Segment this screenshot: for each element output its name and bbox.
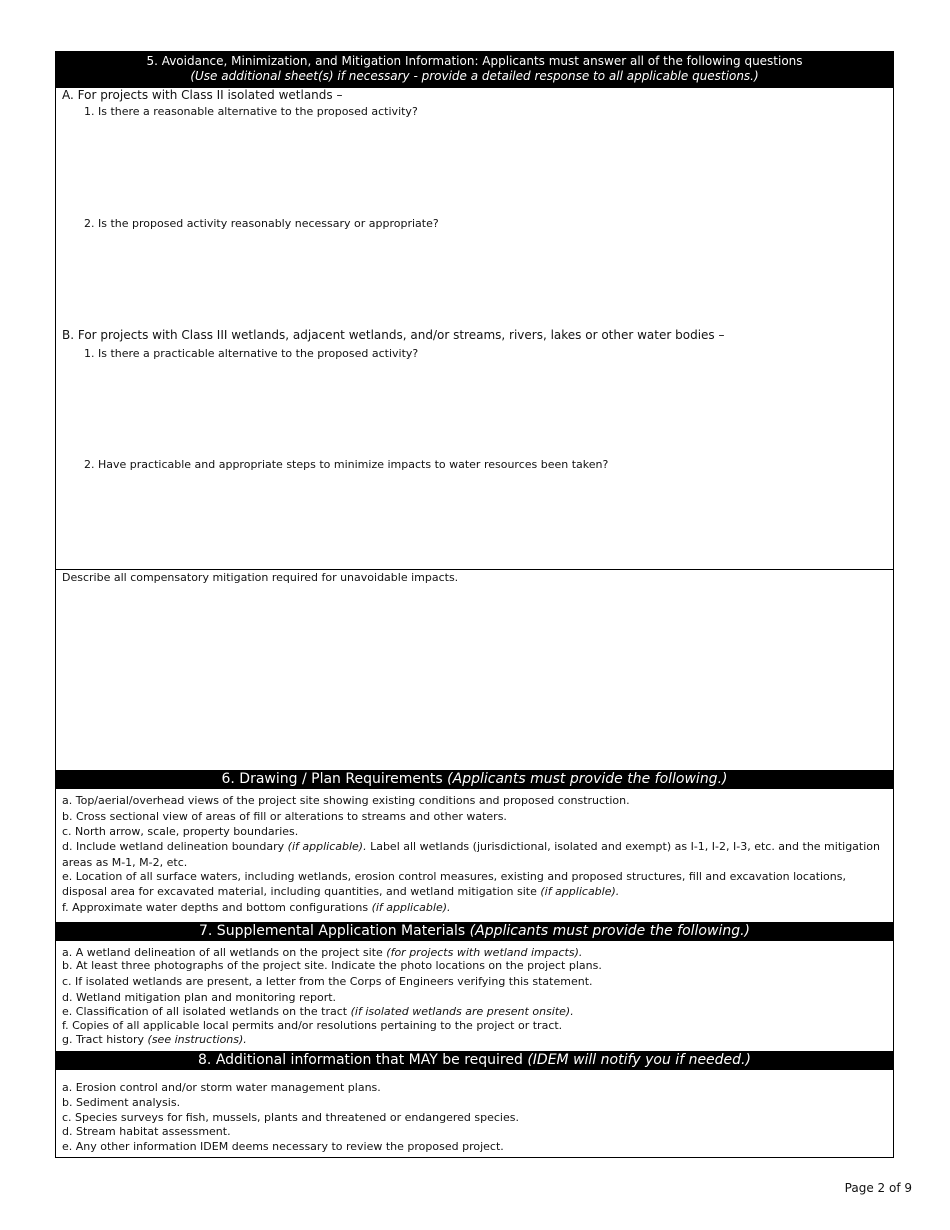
section7-item-b: b. At least three photographs of the project site. Indicate the photo locations on the project plans.	[62, 959, 602, 972]
section7-item-g-note: (see instructions).	[147, 1033, 247, 1046]
page-number: Page 2 of 9	[844, 1181, 912, 1195]
section6-item-e-text: e. Location of all surface waters, including wetlands, erosion control measures, existing and proposed structures, fill and excavation locations, disposal area for excavated material, including quantities, and wetland mitigation site	[62, 870, 846, 898]
section6-item-e	[62, 869, 882, 899]
section8-item-a: a. Erosion control and/or storm water management plans.	[62, 1081, 381, 1094]
section7-item-a-note: (for projects with wetland impacts).	[386, 946, 583, 959]
section7-item-a-text: a. A wetland delineation of all wetlands on the project site	[62, 946, 387, 959]
section7-header	[55, 922, 894, 941]
part-a-question-2: 2. Is the proposed activity reasonably necessary or appropriate?	[84, 217, 439, 230]
section6-header	[55, 770, 894, 789]
section8-title-note: (IDEM will notify you if needed.)	[527, 1052, 751, 1068]
section7-item-a	[62, 946, 582, 960]
section5-subtitle: (Use additional sheet(s) if necessary - provide a detailed response to all applicable questions.)	[190, 69, 759, 83]
section6-title: 6. Drawing / Plan Requirements	[221, 771, 448, 787]
section7-item-g	[62, 1033, 247, 1047]
section6-item-a: a. Top/aerial/overhead views of the project site showing existing conditions and proposed construction.	[62, 794, 630, 807]
section7-item-e-text: e. Classification of all isolated wetlands on the tract	[62, 1005, 351, 1018]
section6-item-e-note: (if applicable).	[540, 885, 620, 898]
section6-item-f-text: f. Approximate water depths and bottom configurations	[62, 901, 372, 914]
section6-item-d-text: d. Include wetland delineation boundary	[62, 840, 288, 853]
section7-item-f: f. Copies of all applicable local permits and/or resolutions pertaining to the project or tract.	[62, 1019, 563, 1032]
section7-item-g-text: g. Tract history	[62, 1033, 148, 1046]
mitigation-prompt: Describe all compensatory mitigation required for unavoidable impacts.	[62, 571, 459, 584]
section6-item-d-note: (if applicable).	[287, 840, 367, 853]
part-b-question-2: 2. Have practicable and appropriate steps to minimize impacts to water resources been taken?	[84, 458, 609, 471]
section8-item-b: b. Sediment analysis.	[62, 1096, 181, 1109]
section8-item-e: e. Any other information IDEM deems necessary to review the proposed project.	[62, 1140, 504, 1153]
section7-item-c: c. If isolated wetlands are present, a letter from the Corps of Engineers verifying this statement.	[62, 975, 593, 988]
mitigation-box[interactable]	[55, 569, 894, 771]
section8-item-c: c. Species surveys for fish, mussels, plants and threatened or endangered species.	[62, 1111, 519, 1124]
section7-title: 7. Supplemental Application Materials	[199, 923, 470, 939]
section7-item-d: d. Wetland mitigation plan and monitoring report.	[62, 991, 337, 1004]
section6-item-d	[62, 839, 882, 871]
section8-item-d: d. Stream habitat assessment.	[62, 1125, 231, 1138]
section6-item-f	[62, 901, 451, 915]
section8-title: 8. Additional information that MAY be required	[198, 1052, 528, 1068]
section7-item-e	[62, 1005, 574, 1019]
section5-header	[55, 51, 894, 88]
section5-title: 5. Avoidance, Minimization, and Mitigation Information: Applicants must answer all of the following questions	[146, 54, 803, 68]
part-b-label: B. For projects with Class III wetlands, adjacent wetlands, and/or streams, rivers, lakes or other water bodies –	[62, 328, 725, 342]
section6-title-note: (Applicants must provide the following.)	[447, 771, 728, 787]
section6-item-d-rest: Label all wetlands (jurisdictional, isolated and exempt) as I-1, I-2, I-3, etc. and the mitigation areas as M-1, M-2, etc.	[62, 840, 880, 869]
section8-header	[55, 1051, 894, 1070]
section6-item-c: c. North arrow, scale, property boundaries.	[62, 825, 299, 838]
section6-item-b: b. Cross sectional view of areas of fill or alterations to streams and other waters.	[62, 810, 507, 823]
section7-item-e-note: (if isolated wetlands are present onsite).	[350, 1005, 574, 1018]
part-a-label: A. For projects with Class II isolated wetlands –	[62, 88, 343, 102]
section7-title-note: (Applicants must provide the following.)	[469, 923, 750, 939]
part-b-question-1: 1. Is there a practicable alternative to the proposed activity?	[84, 347, 419, 360]
section6-item-f-note: (if applicable).	[371, 901, 451, 914]
part-a-question-1: 1. Is there a reasonable alternative to the proposed activity?	[84, 105, 418, 118]
